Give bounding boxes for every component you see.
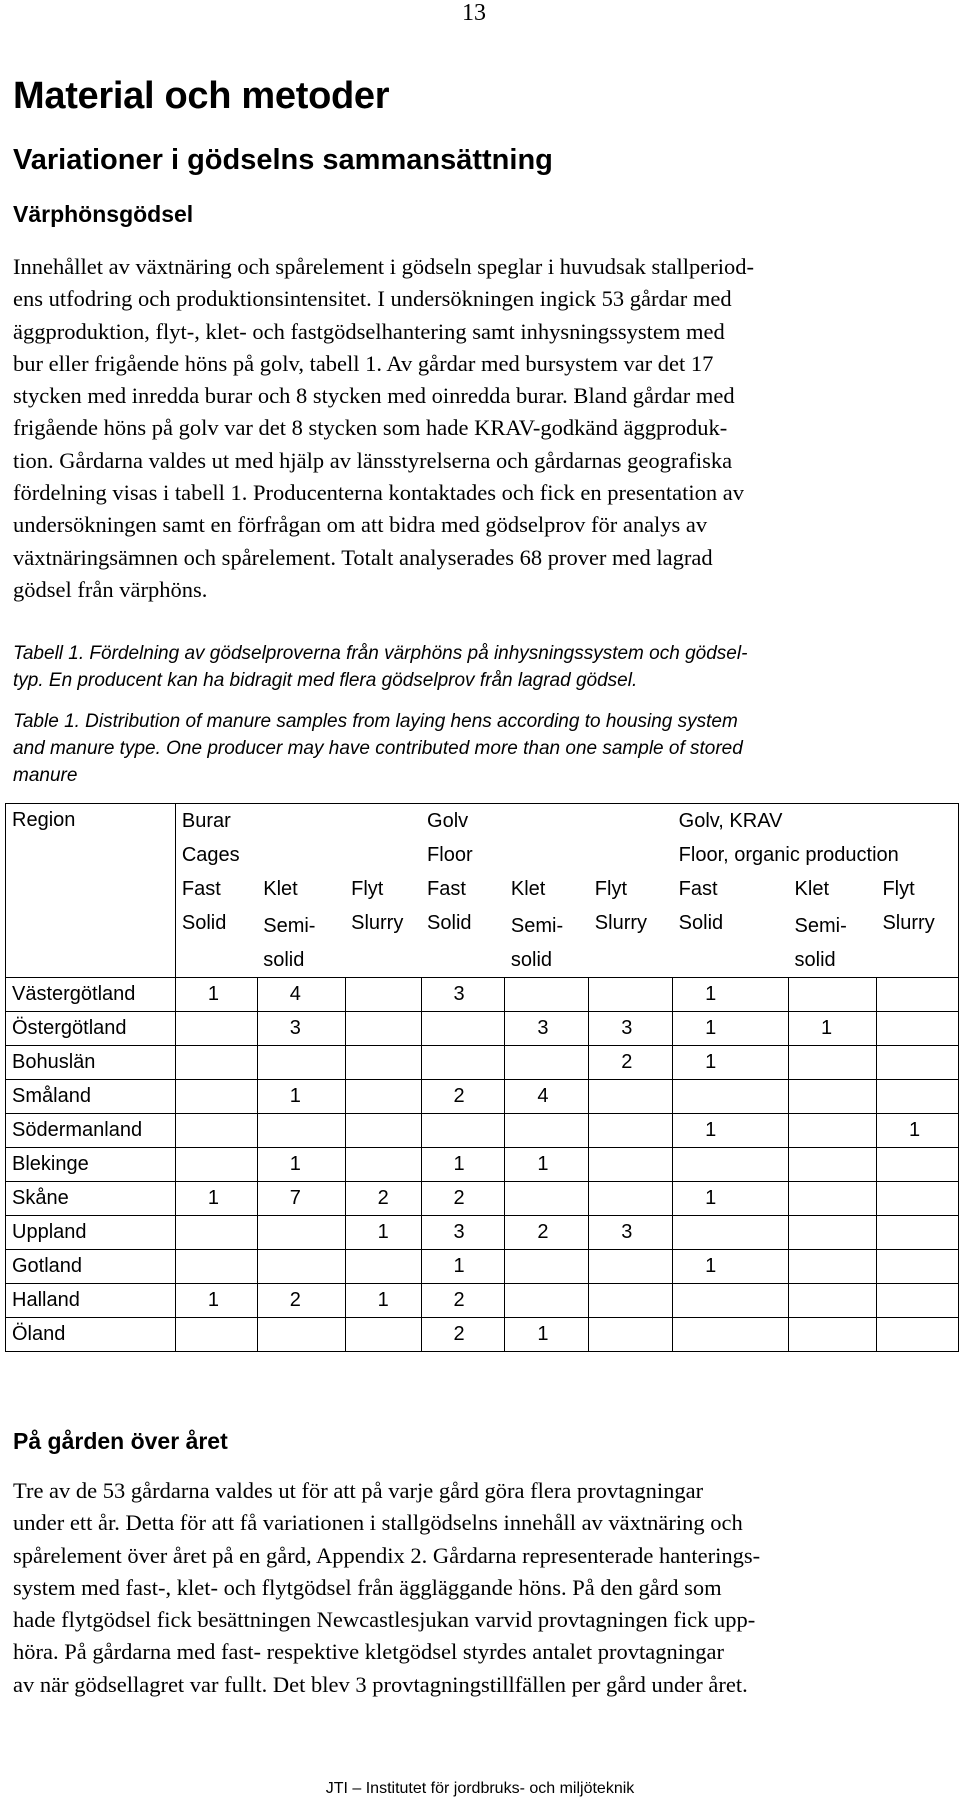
value-cell: 4: [257, 978, 345, 1012]
value-cell: [345, 1114, 421, 1148]
value-cell: 1: [876, 1114, 958, 1148]
value-cell: [876, 1012, 958, 1046]
value-cell: [175, 1318, 257, 1352]
value-cell: 1: [257, 1148, 345, 1182]
value-cell: 2: [421, 1080, 505, 1114]
value-cell: 1: [175, 1182, 257, 1216]
value-cell: [505, 1250, 589, 1284]
value-cell: 1: [789, 1012, 877, 1046]
group-header-sv: Golv, KRAV: [673, 804, 959, 839]
table-caption-swedish: [13, 641, 747, 695]
value-cell: 1: [257, 1080, 345, 1114]
subsubsection-heading: Värphönsgödsel: [13, 201, 194, 227]
value-cell: [789, 1318, 877, 1352]
value-cell: [589, 1284, 673, 1318]
type-header-sv: Klet: [510, 878, 546, 900]
value-cell: [505, 1182, 589, 1216]
caption-line: typ. En producent kan ha bidragit med flera gödselprov från lagrad gödsel.: [13, 669, 638, 691]
region-cell: Gotland: [6, 1250, 176, 1284]
paragraph-line: höra. På gårdarna med fast- respektive kletgödsel styrdes antalet provtagningar: [13, 1639, 725, 1665]
table-row: [6, 978, 959, 1012]
paragraph-line: växtnäringsämnen och spårelement. Totalt analyserades 68 prover med lagrad: [13, 544, 713, 570]
table-row: [6, 1046, 959, 1080]
value-cell: [876, 1250, 958, 1284]
paragraph-line: bur eller frigående höns på golv, tabell 1. Av gårdar med bursystem var det 17: [13, 350, 714, 376]
value-cell: [345, 1012, 421, 1046]
value-cell: 1: [673, 1182, 789, 1216]
page-footer: JTI – Institutet för jordbruks- och miljöteknik: [325, 1780, 635, 1797]
paragraph-line: system med fast-, klet- och flytgödsel från äggläggande höns. På den gård som: [13, 1574, 722, 1600]
region-cell: Uppland: [6, 1216, 176, 1250]
value-cell: [876, 1318, 958, 1352]
type-header-en-line: Semi-: [263, 915, 316, 937]
value-cell: [257, 1046, 345, 1080]
type-header-sv: Fast: [181, 878, 221, 900]
value-cell: 3: [421, 1216, 505, 1250]
value-cell: 1: [673, 1046, 789, 1080]
value-cell: [876, 978, 958, 1012]
type-header-sv: Fast: [678, 878, 718, 900]
group-header-sv: Golv: [421, 804, 673, 839]
value-cell: 1: [175, 1284, 257, 1318]
value-cell: [345, 1318, 421, 1352]
value-cell: [505, 1114, 589, 1148]
region-cell: Småland: [6, 1080, 176, 1114]
value-cell: [789, 978, 877, 1012]
value-cell: [345, 1080, 421, 1114]
value-cell: 1: [421, 1250, 505, 1284]
table-caption-english: [13, 709, 743, 789]
caption-line: manure: [13, 764, 78, 786]
value-cell: 1: [175, 978, 257, 1012]
table-row: [6, 1250, 959, 1284]
value-cell: [505, 1284, 589, 1318]
value-cell: [673, 1216, 789, 1250]
table-row: [6, 1148, 959, 1182]
value-cell: 7: [257, 1182, 345, 1216]
type-header-en: [789, 906, 877, 978]
paragraph-line: gödsel från värphöns.: [13, 576, 208, 602]
type-header-en: [257, 906, 345, 978]
paragraph-line: spårelement över året på en gård, Appendix 2. Gårdarna representerade hanterings-: [13, 1542, 761, 1568]
table-row: [6, 1182, 959, 1216]
value-cell: [257, 1318, 345, 1352]
type-header-en: Slurry: [589, 906, 673, 978]
paragraph-line: Innehållet av växtnäring och spårelement i gödseln speglar i huvudsak stallperiod-: [13, 254, 755, 279]
value-cell: 4: [505, 1080, 589, 1114]
section-heading: Material och metoder: [13, 75, 390, 117]
value-cell: 2: [589, 1046, 673, 1080]
value-cell: 1: [673, 1250, 789, 1284]
value-cell: 3: [589, 1012, 673, 1046]
type-header-en-line: Semi-: [794, 915, 847, 937]
value-cell: [589, 1148, 673, 1182]
value-cell: [505, 1046, 589, 1080]
region-header: Region: [6, 804, 176, 978]
value-cell: 2: [505, 1216, 589, 1250]
table-row: [6, 1012, 959, 1046]
value-cell: [876, 1148, 958, 1182]
value-cell: [345, 1046, 421, 1080]
paragraph-line: äggproduktion, flyt-, klet- och fastgödselhantering samt inhysningssystem med: [13, 318, 725, 344]
value-cell: 2: [421, 1182, 505, 1216]
value-cell: [175, 1080, 257, 1114]
group-header-sv: Burar: [175, 804, 421, 839]
paragraph-line: tion. Gårdarna valdes ut med hjälp av länsstyrelserna och gårdarnas geografiska: [13, 447, 733, 473]
value-cell: 1: [505, 1148, 589, 1182]
paragraph-line: fördelning visas i tabell 1. Producenterna kontaktades och fick en presentation av: [13, 480, 745, 506]
type-header-en: Slurry: [345, 906, 421, 978]
value-cell: [789, 1114, 877, 1148]
group-header-en: Floor: [427, 844, 473, 866]
value-cell: 2: [257, 1284, 345, 1318]
value-cell: [421, 1012, 505, 1046]
value-cell: 2: [421, 1284, 505, 1318]
value-cell: 1: [345, 1284, 421, 1318]
value-cell: [876, 1284, 958, 1318]
region-cell: Blekinge: [6, 1148, 176, 1182]
value-cell: [789, 1182, 877, 1216]
value-cell: [345, 978, 421, 1012]
value-cell: [876, 1182, 958, 1216]
value-cell: 1: [421, 1148, 505, 1182]
value-cell: [175, 1046, 257, 1080]
type-header-en-line: solid: [263, 949, 305, 971]
value-cell: [673, 1284, 789, 1318]
paragraph-line: hade flytgödsel fick besättningen Newcastlesjukan varvid provtagningen fick upp-: [13, 1607, 756, 1633]
paragraph-line: undersökningen samt en förfrågan om att bidra med gödselprov för analys av: [13, 512, 708, 538]
type-header-sv: Flyt: [351, 878, 384, 900]
value-cell: 3: [257, 1012, 345, 1046]
type-header-sv: Flyt: [594, 878, 627, 900]
paragraph-line: ens utfodring och produktionsintensitet. I undersökningen ingick 53 gårdar med: [13, 286, 732, 312]
group-header-en: Floor, organic production: [673, 838, 959, 872]
value-cell: 2: [421, 1318, 505, 1352]
paragraph-farm: [13, 1475, 948, 1701]
region-cell: Halland: [6, 1284, 176, 1318]
type-header-en: Solid: [175, 906, 257, 978]
table-row: [6, 1080, 959, 1114]
value-cell: 1: [673, 1114, 789, 1148]
value-cell: [589, 1182, 673, 1216]
type-header-sv: Fast: [427, 878, 466, 900]
value-cell: [876, 1216, 958, 1250]
value-cell: [789, 1284, 877, 1318]
type-header-en-line: Semi-: [510, 915, 564, 937]
type-header-sv: Flyt: [876, 872, 958, 906]
value-cell: 1: [673, 978, 789, 1012]
paragraph-line: under ett år. Detta för att få variationen i stallgödselns innehåll av växtnäring och: [13, 1510, 743, 1536]
region-cell: Östergötland: [6, 1012, 176, 1046]
type-header-en: Solid: [673, 906, 789, 978]
type-header-sv: Klet: [263, 878, 298, 900]
value-cell: 3: [421, 978, 505, 1012]
farm-heading: På gården över året: [13, 1428, 228, 1454]
value-cell: [257, 1250, 345, 1284]
caption-line: Tabell 1. Fördelning av gödselproverna från värphöns på inhysningssystem och gödsel-: [13, 643, 748, 664]
value-cell: [789, 1250, 877, 1284]
region-cell: Västergötland: [6, 978, 176, 1012]
value-cell: [589, 1250, 673, 1284]
value-cell: [175, 1250, 257, 1284]
type-header-sv: Klet: [794, 878, 829, 900]
value-cell: [789, 1046, 877, 1080]
value-cell: [345, 1148, 421, 1182]
value-cell: [589, 1080, 673, 1114]
region-cell: Bohuslän: [6, 1046, 176, 1080]
caption-line: and manure type. One producer may have contributed more than one sample of stored: [13, 737, 743, 759]
group-header-en: Cages: [181, 844, 240, 866]
table-row: [6, 1284, 959, 1318]
paragraph-line: stycken med inredda burar och 8 stycken med oinredda burar. Bland gårdar med: [13, 383, 735, 409]
distribution-table: [5, 803, 959, 1352]
table-row: [6, 1114, 959, 1148]
type-header-en: [505, 906, 589, 978]
value-cell: [673, 1318, 789, 1352]
value-cell: [175, 1114, 257, 1148]
value-cell: [589, 1318, 673, 1352]
value-cell: [876, 1080, 958, 1114]
type-header-en-line: solid: [510, 949, 553, 971]
value-cell: [876, 1046, 958, 1080]
value-cell: [673, 1080, 789, 1114]
value-cell: [257, 1216, 345, 1250]
region-cell: Skåne: [6, 1182, 176, 1216]
paragraph-line: Tre av de 53 gårdarna valdes ut för att på varje gård göra flera provtagningar: [13, 1478, 704, 1503]
value-cell: [673, 1148, 789, 1182]
value-cell: [505, 978, 589, 1012]
subsection-heading: Variationer i gödselns sammansättning: [13, 144, 553, 176]
table-row: [6, 1318, 959, 1352]
value-cell: [175, 1012, 257, 1046]
value-cell: 3: [589, 1216, 673, 1250]
value-cell: [175, 1148, 257, 1182]
paragraph-line: av när gödsellagret var fullt. Det blev 3 provtagningstillfällen per gård under året.: [13, 1671, 748, 1697]
value-cell: [345, 1250, 421, 1284]
value-cell: [175, 1216, 257, 1250]
value-cell: [421, 1114, 505, 1148]
value-cell: [589, 978, 673, 1012]
value-cell: 1: [345, 1216, 421, 1250]
type-header-en-line: solid: [794, 949, 836, 971]
type-header-en: Slurry: [876, 906, 958, 978]
caption-line: Table 1. Distribution of manure samples from laying hens according to housing system: [13, 711, 738, 732]
table-row: [6, 1216, 959, 1250]
table-body: [6, 978, 959, 1352]
value-cell: 3: [505, 1012, 589, 1046]
paragraph-intro: [13, 251, 948, 606]
value-cell: [257, 1114, 345, 1148]
value-cell: [589, 1114, 673, 1148]
page-number: 13: [462, 0, 486, 26]
paragraph-line: frigående höns på golv var det 8 stycken som hade KRAV-godkänd äggproduk-: [13, 415, 728, 441]
value-cell: 1: [505, 1318, 589, 1352]
value-cell: [789, 1216, 877, 1250]
value-cell: 1: [673, 1012, 789, 1046]
region-cell: Öland: [6, 1318, 176, 1352]
value-cell: 2: [345, 1182, 421, 1216]
region-cell: Södermanland: [6, 1114, 176, 1148]
value-cell: [789, 1148, 877, 1182]
value-cell: [421, 1046, 505, 1080]
value-cell: [789, 1080, 877, 1114]
type-header-en: Solid: [421, 906, 505, 978]
